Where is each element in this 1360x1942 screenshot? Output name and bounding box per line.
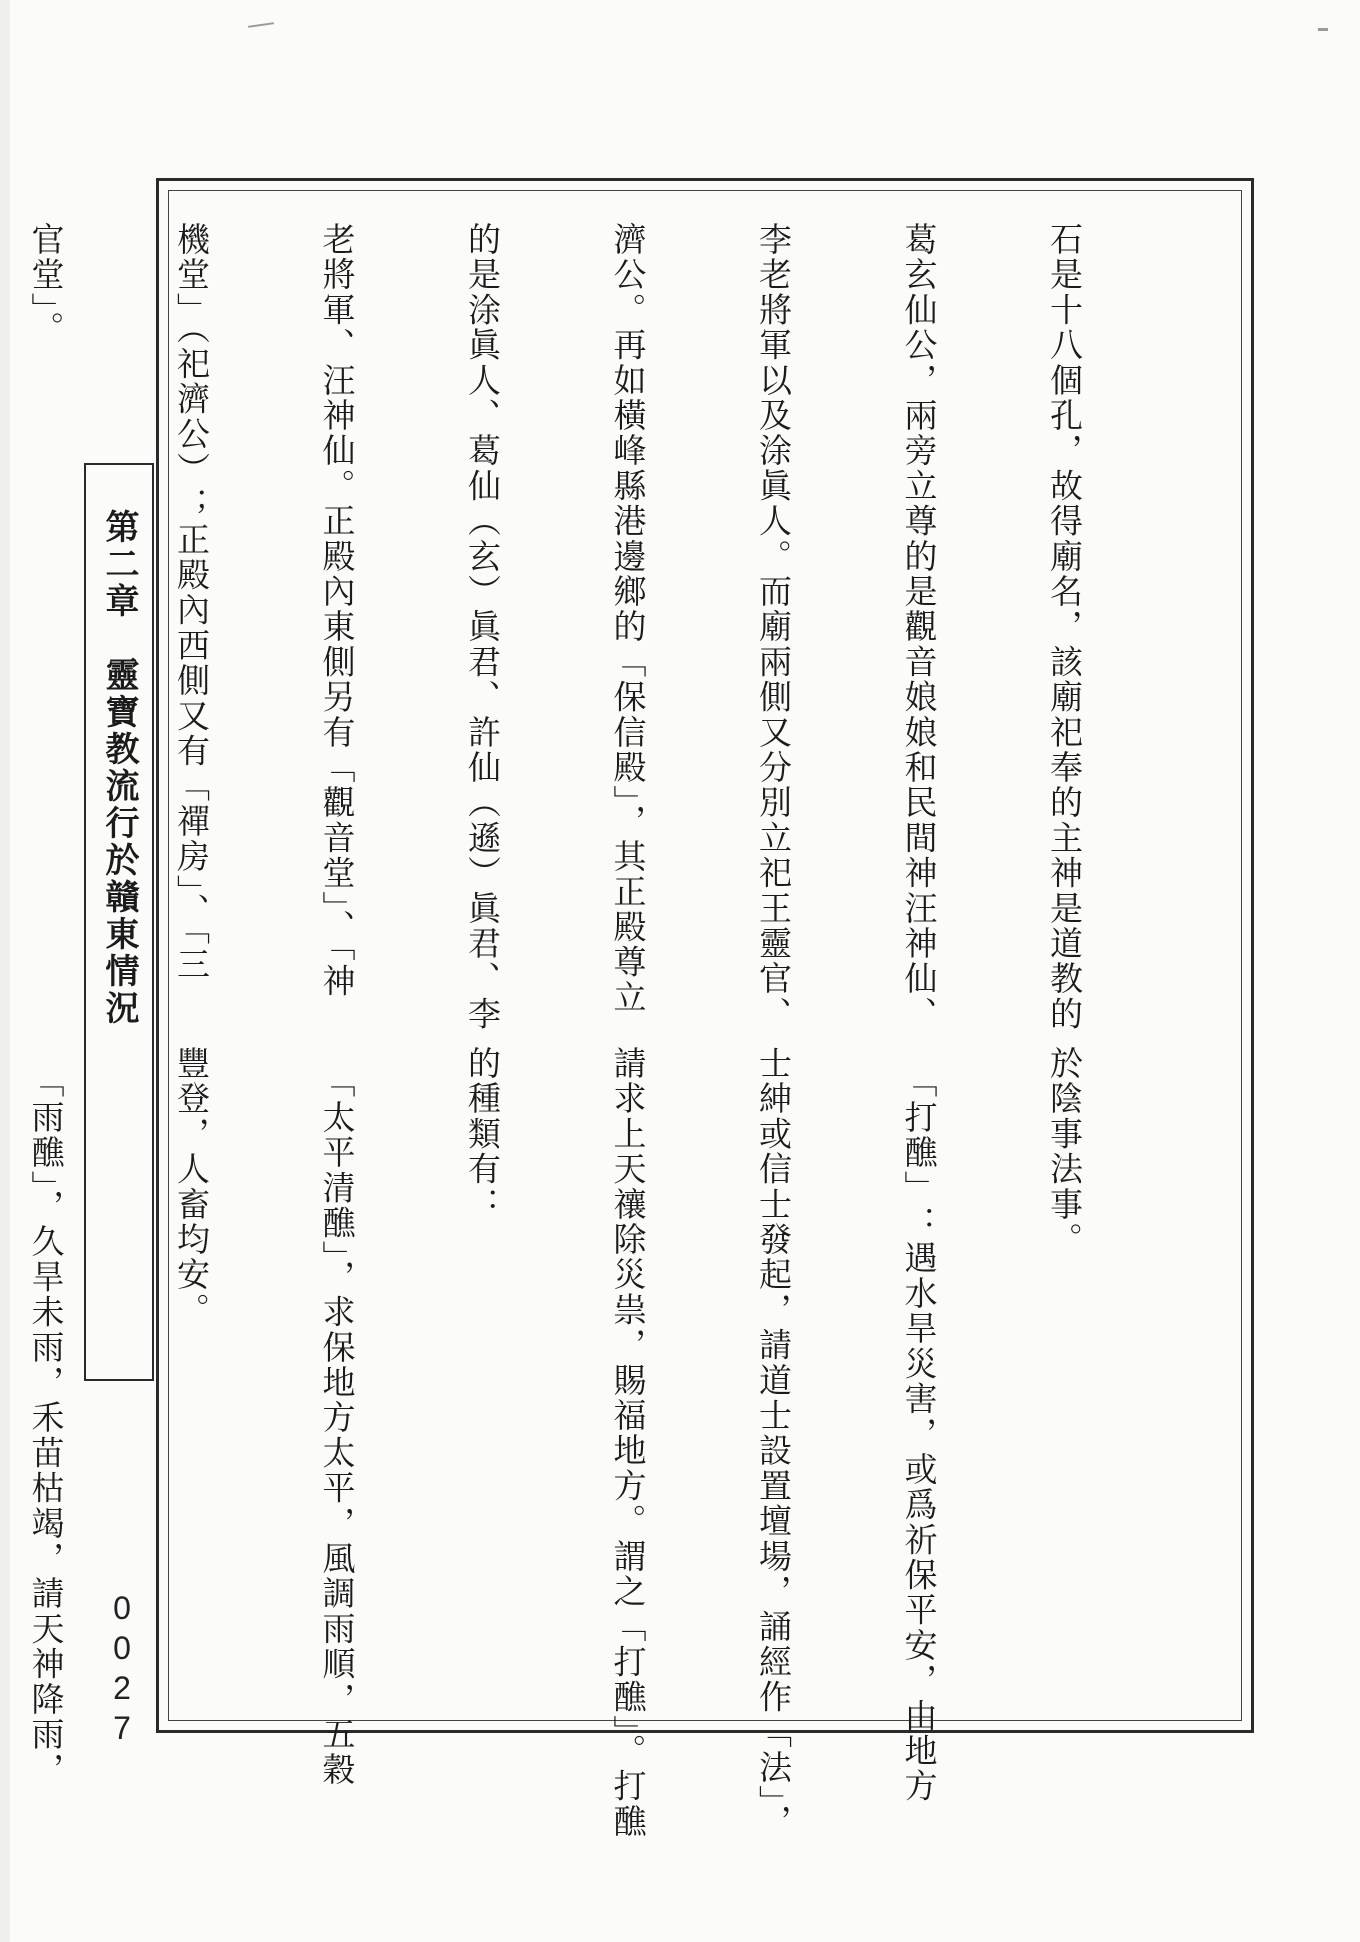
scan-artifact — [1318, 28, 1328, 31]
text-column: 的種類有： — [463, 1046, 502, 1222]
text-column: 官堂」。 — [26, 222, 66, 347]
text-column: 石是十八個孔，故得廟名，該廟祀奉的主神是道教的 — [1045, 222, 1084, 1032]
text-column: 「太平清醮」，求保地方太平，風調雨順，五穀 — [317, 1046, 357, 1788]
chapter-title: 第二章 靈寶教流行於贛東情況 — [99, 509, 139, 1027]
text-column: 請求上天禳除災祟，賜福地方。謂之「打醮」。打醮 — [608, 1046, 648, 1840]
text-column: 豐登，人畜均安。 — [172, 1046, 211, 1328]
text-column: 機堂」（祀濟公）；正殿內西側又有「禪房」、「三 — [172, 222, 211, 983]
text-column: 士紳或信士發起，請道士設置壇場，誦經作「法」， — [754, 1046, 793, 1840]
text-column: 的是涂眞人、葛仙（玄）眞君、許仙（遜）眞君、李 — [463, 222, 502, 1032]
text-column: 濟公。再如橫峰縣港邊鄉的「保信殿」，其正殿尊立 — [608, 222, 648, 1016]
text-column: 葛玄仙公，兩旁立尊的是觀音娘娘和民間神汪神仙、 — [899, 222, 939, 1032]
text-column: 李老將軍以及涂眞人。而廟兩側又分別立祀王靈官、 — [754, 222, 793, 1032]
page-number: 0027 — [104, 1590, 140, 1750]
scan-artifact — [248, 22, 274, 28]
text-column: 「雨醮」，久旱未雨，禾苗枯竭，請天神降雨， — [26, 1046, 66, 1788]
text-column: 於陰事法事。 — [1045, 1046, 1084, 1258]
text-column: 「打醮」：遇水旱災害，或爲祈保平安，由地方 — [899, 1046, 939, 1804]
text-column: 老將軍、汪神仙。正殿內東側另有「觀音堂」、「神 — [317, 222, 357, 999]
